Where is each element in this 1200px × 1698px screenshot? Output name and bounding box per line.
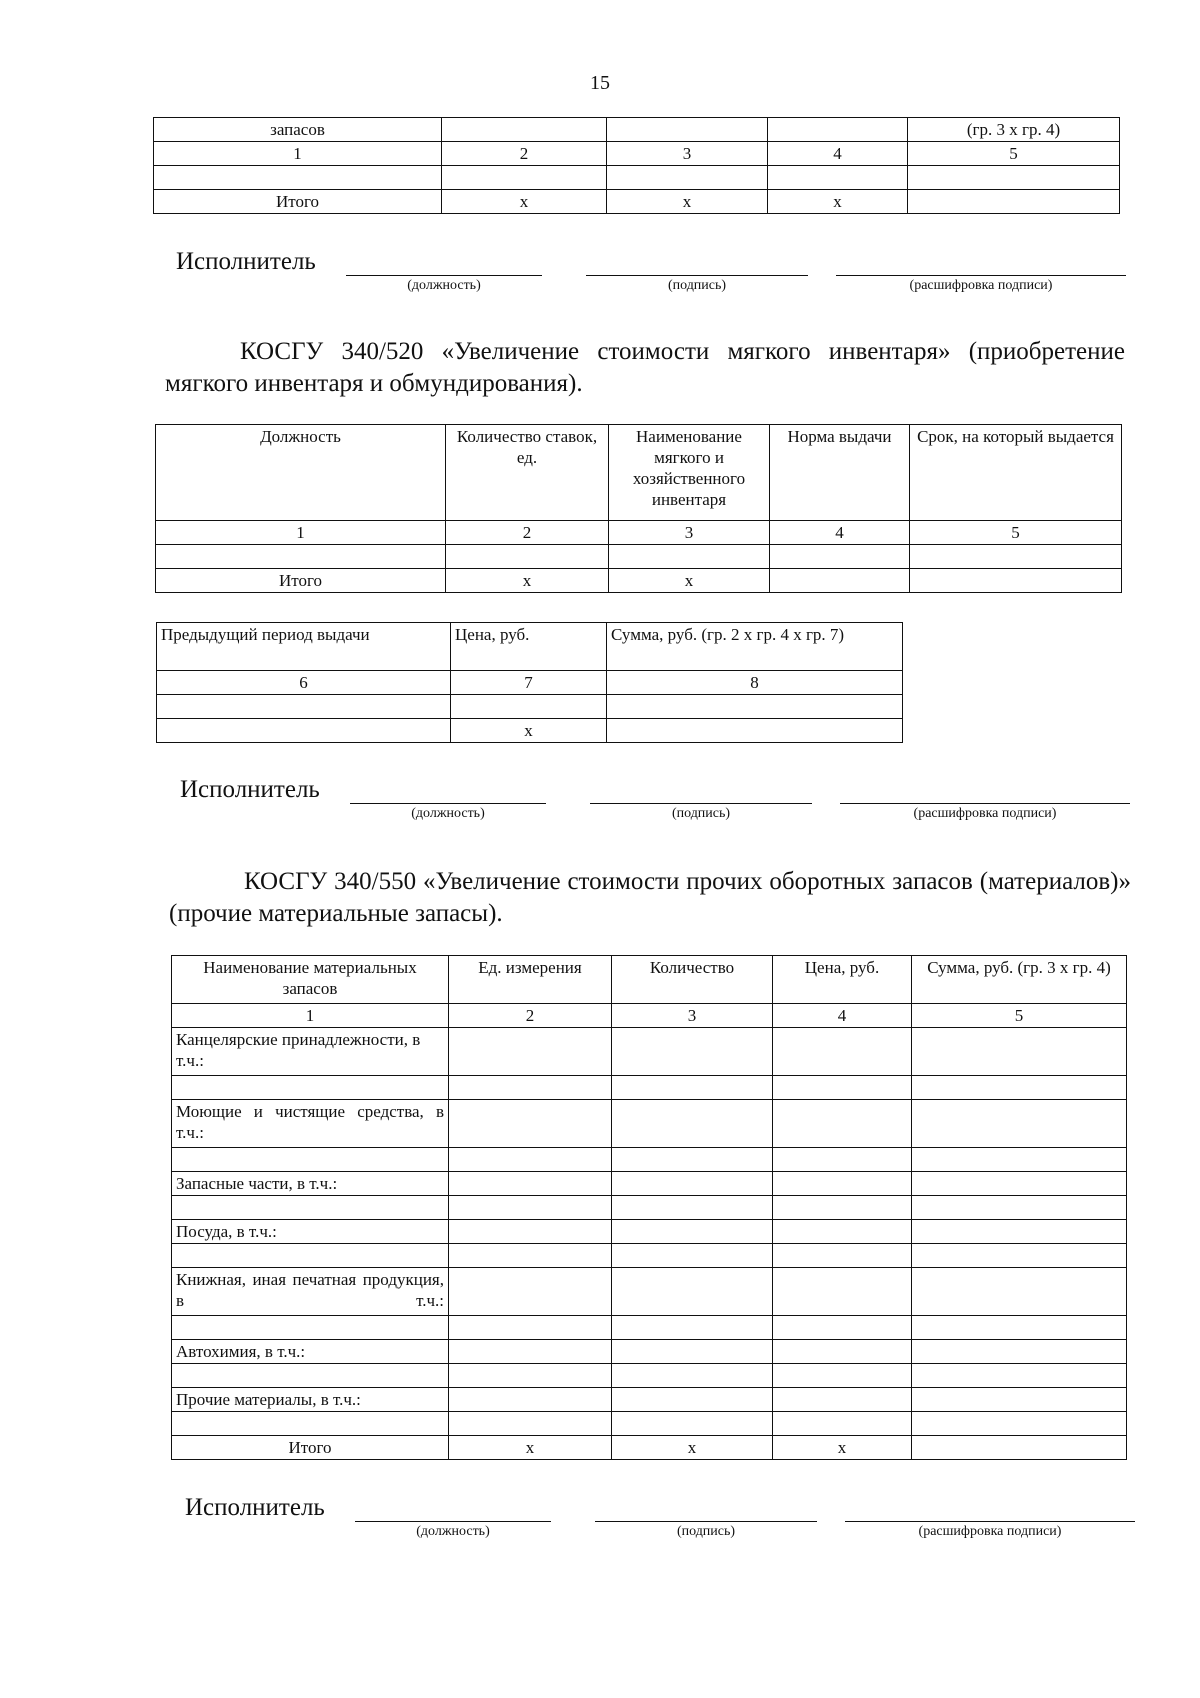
- column-number: 3: [612, 1004, 773, 1028]
- total-row: [154, 190, 1120, 214]
- column-number-row: [154, 142, 1120, 166]
- sign-line: [590, 803, 812, 804]
- category-row: [172, 1268, 1127, 1316]
- header-cell: Норма выдачи: [770, 425, 910, 521]
- empty-row: [172, 1076, 1127, 1100]
- empty-row: [172, 1196, 1127, 1220]
- signature-label: Исполнитель: [180, 776, 320, 803]
- total-cell: [912, 1436, 1127, 1460]
- category-label: Моющие и чистящие средства, в т.ч.:: [172, 1100, 449, 1148]
- position-line: [350, 803, 546, 804]
- empty-row: [172, 1316, 1127, 1340]
- column-number: 8: [607, 671, 903, 695]
- total-cell: х: [446, 569, 609, 593]
- total-row: [172, 1436, 1127, 1460]
- empty-row: [172, 1364, 1127, 1388]
- name-caption: (расшифровка подписи): [918, 1524, 1062, 1539]
- table-header-row: [172, 956, 1127, 1004]
- column-number: 4: [773, 1004, 912, 1028]
- soft-inventory-table: [155, 424, 1122, 593]
- category-row: [172, 1220, 1127, 1244]
- empty-row: [157, 695, 903, 719]
- header-cell: [768, 118, 908, 142]
- header-cell: Наименование материальных запасов: [172, 956, 449, 1004]
- column-number: 2: [449, 1004, 612, 1028]
- category-row: [172, 1100, 1127, 1148]
- section-550-heading: КОСГУ 340/550 «Увеличение стоимости прочих оборотных запасов (материалов)» (прочие материальные запасы).: [169, 868, 1131, 927]
- category-label: Посуда, в т.ч.:: [172, 1220, 449, 1244]
- total-row: [157, 719, 903, 743]
- total-cell: х: [773, 1436, 912, 1460]
- header-cell: Наименование мягкого и хозяйственного инвентаря: [609, 425, 770, 521]
- header-cell: Сумма, руб. (гр. 3 х гр. 4): [912, 956, 1127, 1004]
- total-cell: х: [768, 190, 908, 214]
- total-cell: х: [612, 1436, 773, 1460]
- column-number: 4: [768, 142, 908, 166]
- position-caption: (должность): [416, 1524, 490, 1539]
- sign-caption: (подпись): [667, 278, 727, 293]
- total-cell: х: [451, 719, 607, 743]
- signature-label: Исполнитель: [176, 248, 316, 275]
- signature-block: [185, 1494, 1135, 1544]
- category-label: Автохимия, в т.ч.:: [172, 1340, 449, 1364]
- column-number: 2: [442, 142, 607, 166]
- section-520-heading: КОСГУ 340/520 «Увеличение стоимости мягкого инвентаря» (приобретение мягкого инвентаря и обмундирования).: [165, 338, 1125, 397]
- column-number: 2: [446, 521, 609, 545]
- category-label: Канцелярские принадлежности, в т.ч.:: [172, 1028, 449, 1076]
- column-number: 5: [908, 142, 1120, 166]
- column-number: 6: [157, 671, 451, 695]
- column-number-row: [172, 1004, 1127, 1028]
- empty-row: [154, 166, 1120, 190]
- header-cell: Количество: [612, 956, 773, 1004]
- header-cell: запасов: [154, 118, 442, 142]
- signature-label: Исполнитель: [185, 1494, 325, 1521]
- sign-caption: (подпись): [676, 1524, 736, 1539]
- column-number: 5: [910, 521, 1122, 545]
- category-row: [172, 1028, 1127, 1076]
- header-cell: Цена, руб.: [773, 956, 912, 1004]
- sign-line: [595, 1521, 817, 1522]
- header-cell: Сумма, руб. (гр. 2 х гр. 4 х гр. 7): [607, 623, 903, 671]
- total-cell: х: [607, 190, 768, 214]
- empty-row: [172, 1412, 1127, 1436]
- header-cell: (гр. 3 х гр. 4): [908, 118, 1120, 142]
- name-line: [845, 1521, 1135, 1522]
- name-line: [836, 275, 1126, 276]
- category-label: Запасные части, в т.ч.:: [172, 1172, 449, 1196]
- signature-block: [180, 776, 1130, 826]
- position-caption: (должность): [411, 806, 485, 821]
- total-cell: [770, 569, 910, 593]
- header-cell: [442, 118, 607, 142]
- empty-row: [172, 1148, 1127, 1172]
- name-caption: (расшифровка подписи): [909, 278, 1053, 293]
- column-number: 3: [609, 521, 770, 545]
- column-number: 1: [156, 521, 446, 545]
- category-label: Прочие материалы, в т.ч.:: [172, 1388, 449, 1412]
- total-cell: х: [449, 1436, 612, 1460]
- header-cell: Предыдущий период выдачи: [157, 623, 451, 671]
- column-number: 1: [154, 142, 442, 166]
- header-cell: Ед. измерения: [449, 956, 612, 1004]
- total-cell: х: [609, 569, 770, 593]
- total-label: Итого: [154, 190, 442, 214]
- header-cell: Должность: [156, 425, 446, 521]
- empty-row: [172, 1244, 1127, 1268]
- materials-table-continued: [153, 117, 1120, 214]
- column-number-row: [156, 521, 1122, 545]
- category-row: [172, 1172, 1127, 1196]
- header-cell: Цена, руб.: [451, 623, 607, 671]
- table-header-row: [157, 623, 903, 671]
- column-number: 3: [607, 142, 768, 166]
- empty-row: [156, 545, 1122, 569]
- table-header-row: [154, 118, 1120, 142]
- name-caption: (расшифровка подписи): [913, 806, 1057, 821]
- header-cell: Срок, на который выдается: [910, 425, 1122, 521]
- column-number: 7: [451, 671, 607, 695]
- column-number: 1: [172, 1004, 449, 1028]
- header-cell: Количество ставок, ед.: [446, 425, 609, 521]
- position-caption: (должность): [407, 278, 481, 293]
- name-line: [840, 803, 1130, 804]
- category-row: [172, 1340, 1127, 1364]
- position-line: [346, 275, 542, 276]
- column-number: 5: [912, 1004, 1127, 1028]
- total-cell: [908, 190, 1120, 214]
- other-materials-table: [171, 955, 1127, 1460]
- total-cell: [910, 569, 1122, 593]
- soft-inventory-price-table: [156, 622, 903, 743]
- total-cell: х: [442, 190, 607, 214]
- signature-block: [176, 248, 1126, 298]
- category-label: Книжная, иная печатная продукция, в т.ч.:: [172, 1268, 449, 1316]
- total-cell: [607, 719, 903, 743]
- table-header-row: [156, 425, 1122, 521]
- total-row: [156, 569, 1122, 593]
- total-cell: [157, 719, 451, 743]
- total-label: Итого: [156, 569, 446, 593]
- sign-line: [586, 275, 808, 276]
- sign-caption: (подпись): [671, 806, 731, 821]
- column-number-row: [157, 671, 903, 695]
- page-number: 15: [590, 72, 610, 94]
- position-line: [355, 1521, 551, 1522]
- column-number: 4: [770, 521, 910, 545]
- header-cell: [607, 118, 768, 142]
- total-label: Итого: [172, 1436, 449, 1460]
- category-row: [172, 1388, 1127, 1412]
